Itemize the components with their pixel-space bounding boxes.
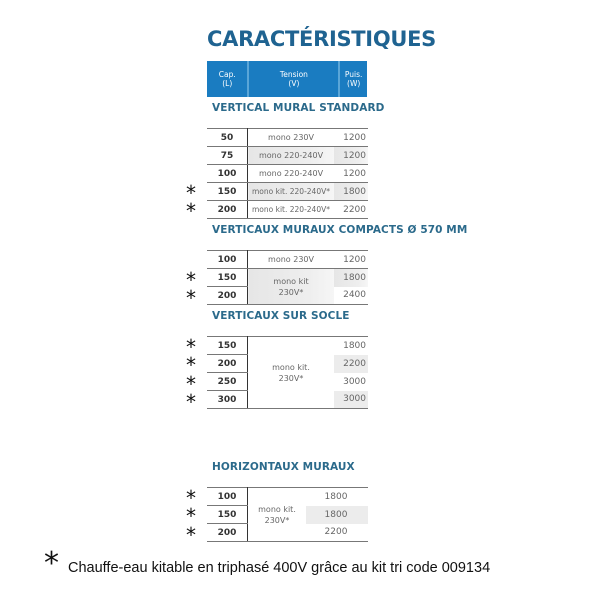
power-cell: 1800 [334, 183, 368, 201]
capacity-cell: 150 [207, 337, 248, 355]
kit-asterisk: * [186, 335, 196, 359]
tension-line-2: 230V* [278, 373, 304, 383]
power-cell: 2200 [334, 201, 368, 219]
header-power-unit: (W) [347, 79, 361, 88]
tension-line-1: mono kit. [258, 504, 296, 514]
power-cell: 3000 [343, 376, 366, 387]
capacity-cell: 100 [207, 251, 248, 269]
tension-merged-cell [248, 269, 335, 305]
tension-cell: mono kit. 220-240V* [248, 201, 335, 219]
capacity-cell: 50 [207, 129, 248, 147]
table-row [207, 165, 368, 183]
power-cell: 2400 [334, 287, 368, 305]
table-vertical-mural-standard [207, 128, 368, 219]
power-cell: 1200 [334, 165, 368, 183]
tension-cell: mono 230V [248, 251, 335, 269]
capacity-cell: 200 [207, 355, 248, 373]
power-cell: 2200 [306, 524, 368, 542]
header-power [340, 61, 367, 97]
capacity-cell: 150 [207, 269, 248, 287]
section-title-verticaux-muraux-compacts: VERTICAUX MURAUX COMPACTS Ø 570 MM [212, 224, 468, 236]
power-cell: 1800 [334, 337, 368, 355]
table-verticaux-muraux-compacts [207, 250, 368, 305]
kit-asterisk: * [186, 353, 196, 377]
table-row [207, 488, 368, 506]
table-row [207, 337, 368, 355]
capacity-cell: 75 [207, 147, 248, 165]
capacity-cell: 300 [207, 391, 248, 409]
capacity-cell: 250 [207, 373, 248, 391]
section-title-vertical-mural-standard: VERTICAL MURAL STANDARD [212, 102, 385, 114]
footnote-asterisk: * [44, 546, 59, 581]
kit-asterisk: * [186, 268, 196, 292]
power-cell: 1800 [306, 488, 368, 506]
table-row [207, 147, 368, 165]
tension-line-1: mono kit. [272, 362, 310, 372]
table-row [207, 183, 368, 201]
section-title-verticaux-sur-socle: VERTICAUX SUR SOCLE [212, 310, 350, 322]
power-cell: 1200 [334, 129, 368, 147]
power-cell: 1200 [334, 147, 368, 165]
capacity-cell: 200 [207, 201, 248, 219]
tension-line-1: mono kit [273, 276, 309, 286]
tension-cell: mono 220-240V [248, 147, 335, 165]
capacity-cell: 150 [207, 183, 248, 201]
power-cell: 3000 [334, 391, 368, 409]
capacity-cell: 200 [207, 524, 248, 542]
capacity-cell: 100 [207, 488, 248, 506]
kit-asterisk: * [186, 523, 196, 547]
tension-line-2: 230V* [264, 515, 290, 525]
kit-asterisk: * [186, 181, 196, 205]
tension-cell: mono 220-240V [248, 165, 335, 183]
header-capacity-label: Cap. [218, 70, 236, 79]
kit-asterisk: * [186, 372, 196, 396]
page-title: CARACTÉRISTIQUES [207, 27, 436, 51]
table-row [207, 129, 368, 147]
tension-line-2: 230V* [278, 287, 304, 297]
header-power-label: Puis. [344, 70, 363, 79]
kit-asterisk: * [186, 390, 196, 414]
section-title-horizontaux-muraux: HORIZONTAUX MURAUX [212, 461, 355, 473]
header-tension [249, 61, 340, 97]
header-tension-unit: (V) [288, 79, 300, 88]
table-row [207, 269, 368, 287]
header-tension-label: Tension [279, 70, 308, 79]
power-cell: 2200 [334, 355, 368, 373]
capacity-cell: 150 [207, 506, 248, 524]
table-header [207, 61, 367, 97]
header-capacity-unit: (L) [222, 79, 233, 88]
capacity-cell: 200 [207, 287, 248, 305]
tension-merged-cell [248, 337, 335, 409]
table-horizontaux-muraux [207, 487, 368, 542]
tension-cell: mono kit. 220-240V* [248, 183, 335, 201]
footnote-text: Chauffe-eau kitable en triphasé 400V grâce au kit tri code 009134 [68, 560, 491, 576]
tension-cell: mono 230V [248, 129, 335, 147]
power-cell: 1200 [334, 251, 368, 269]
header-capacity [207, 61, 249, 97]
kit-asterisk: * [186, 486, 196, 510]
kit-asterisk: * [186, 286, 196, 310]
table-verticaux-sur-socle [207, 336, 368, 409]
tension-merged-cell [248, 488, 307, 542]
power-cell: 1800 [334, 269, 368, 287]
power-cell: 1800 [306, 506, 368, 524]
table-row [207, 251, 368, 269]
capacity-cell: 100 [207, 165, 248, 183]
kit-asterisk: * [186, 504, 196, 528]
kit-asterisk: * [186, 199, 196, 223]
table-row [207, 201, 368, 219]
